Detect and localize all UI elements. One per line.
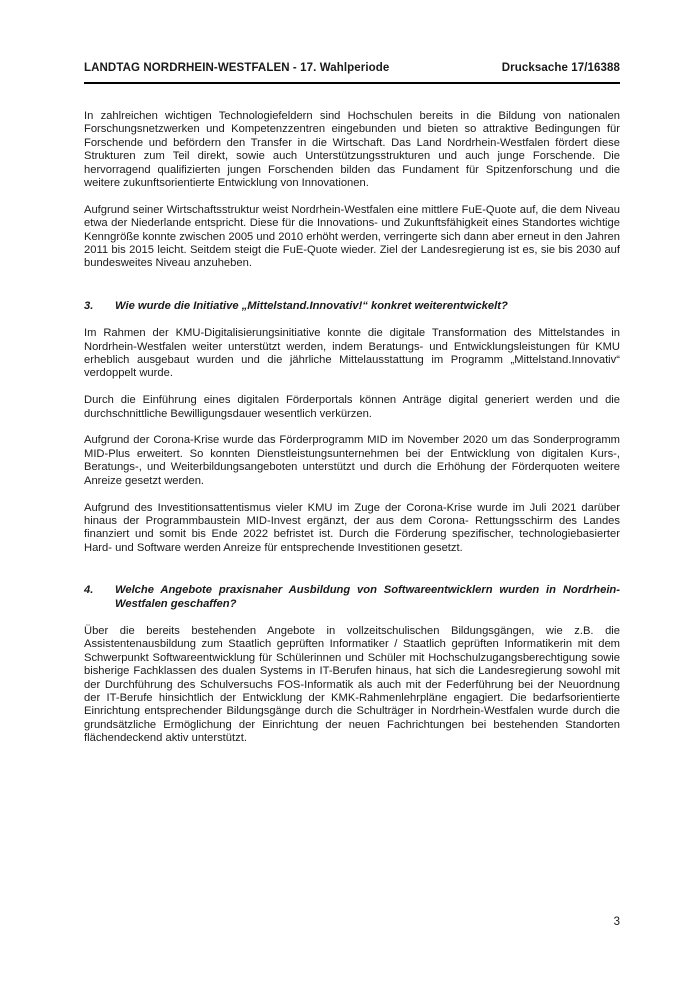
question-4 — [84, 584, 620, 611]
paragraph-ausbildung: Über die bereits bestehenden Angebote in vollzeitschulischen Bildungsgängen, wie z.B. die Assistentenausbildung zum Staatlich geprüften Informatiker / Staatlich geprüften Informatikerin mit dem Schwerpunkt Softwareentwicklung für Schülerinnen und Schüler mit Hochschulzugangsberechtigung sowie bisherige Fachklassen des dualen Systems in IT-Berufen hinaus, hat sich die Landesregierung sowohl mit der Durchführung des Schulversuchs FOS-Informatik als auch mit der Federführung bei der Neuordnung der IT-Berufe hinsichtlich der Entwicklung der KMK-Rahmenlehrpläne engagiert. Die bedarfsorientierte Einrichtung entsprechender Bildungsgänge durch die Schulträger in Nordrhein-Westfalen wurde durch die grundsätzliche Ermöglichung der Einrichtung der neuen Fachrichtungen bei bestehenden Standorten flächendeckend aktiv unterstützt. — [84, 624, 620, 745]
question-3 — [84, 300, 620, 313]
header-parliament-title: LANDTAG NORDRHEIN-WESTFALEN - 17. Wahlperiode — [84, 62, 390, 74]
question-4-number: 4. — [84, 584, 94, 597]
question-3-text: Wie wurde die Initiative „Mittelstand.Innovativ!“ konkret weiterentwickelt? — [115, 299, 508, 312]
paragraph-fue-quote: Aufgrund seiner Wirtschaftsstruktur weist Nordrhein-Westfalen eine mittlere FuE-Quote auf, die dem Niveau etwa der Niederlande entspricht. Diese für die Innovations- und Zukunftsfähigkeit eines Standortes wichtige Kenngröße konnte zwischen 2005 und 2010 erhöht werden, verringerte sich dann aber erneut in den Jahren 2011 bis 2015 leicht. Seitdem steigt die FuE-Quote wieder. Ziel der Landesregierung ist es, sie bis 2030 auf bundesweites Niveau anzuheben. — [84, 203, 620, 270]
question-4-text: Welche Angebote praxisnaher Ausbildung von Softwareentwicklern wurden in Nordrhein-Westfalen geschaffen? — [115, 584, 620, 610]
document-header — [84, 62, 620, 84]
page-footer — [84, 916, 620, 928]
paragraph-foerderportal: Durch die Einführung eines digitalen Förderportals können Anträge digital generiert werden und die durchschnittliche Bewilligungsdauer wesentlich verkürzen. — [84, 394, 620, 420]
page-number: 3 — [613, 916, 620, 928]
header-drucksache-number: Drucksache 17/16388 — [501, 62, 620, 74]
question-3-number: 3. — [84, 299, 94, 312]
paragraph-mid-invest: Aufgrund des Investitionsattentismus vieler KMU im Zuge der Corona-Krise wurde im Juli 2021 darüber hinaus der Programmbaustein MID-Invest ergänzt, der aus dem Corona- Rettungsschirm des Landes finanziert und somit bis Ende 2022 befristet ist. Durch die Förderung spezifischer, technologiebasierter Hard- und Software werden Anreize für entsprechende Investitionen gesetzt. — [84, 501, 620, 554]
paragraph-mid-plus: Aufgrund der Corona-Krise wurde das Förderprogramm MID im November 2020 um das Sonderprogramm MID-Plus erweitert. So konnten Dienstleistungsunternehmen bei der Entwicklung von digitalen Kurs-, Beratungs-, und Weiterbildungsangeboten unterstützt und durch die Erhöhung der Förderquoten weitere Anreize gesetzt werden. — [84, 434, 620, 487]
paragraph-kmu-initiative: Im Rahmen der KMU-Digitalisierungsinitiative konnte die digitale Transformation des Mittelstandes in Nordrhein-Westfalen weiter unterstützt werden, indem Beratungs- und Entwicklungsleistungen für KMU erheblich ausgebaut wurden und die jährliche Mittelausstattung im Programm „Mittelstand.Innovativ“ verdoppelt wurde. — [84, 327, 620, 380]
page-content — [84, 0, 620, 759]
paragraph-hochschulen: In zahlreichen wichtigen Technologiefeldern sind Hochschulen bereits in die Bildung von nationalen Forschungsnetzwerken und Kompetenzzentren eingebunden und bieten so attraktive Bedingungen für Forschende und befördern den Transfer in die Wirtschaft. Das Land Nordrhein-Westfalen fördert diese Strukturen zum Teil direkt, sowie auch Unterstützungsstrukturen und auch junge Forschende. Die hervorragend qualifizierten jungen Forschenden bilden das Fundament für Spitzenforschung und die weitere zukunftsorientierte Entwicklung von Innovationen. — [84, 110, 620, 190]
